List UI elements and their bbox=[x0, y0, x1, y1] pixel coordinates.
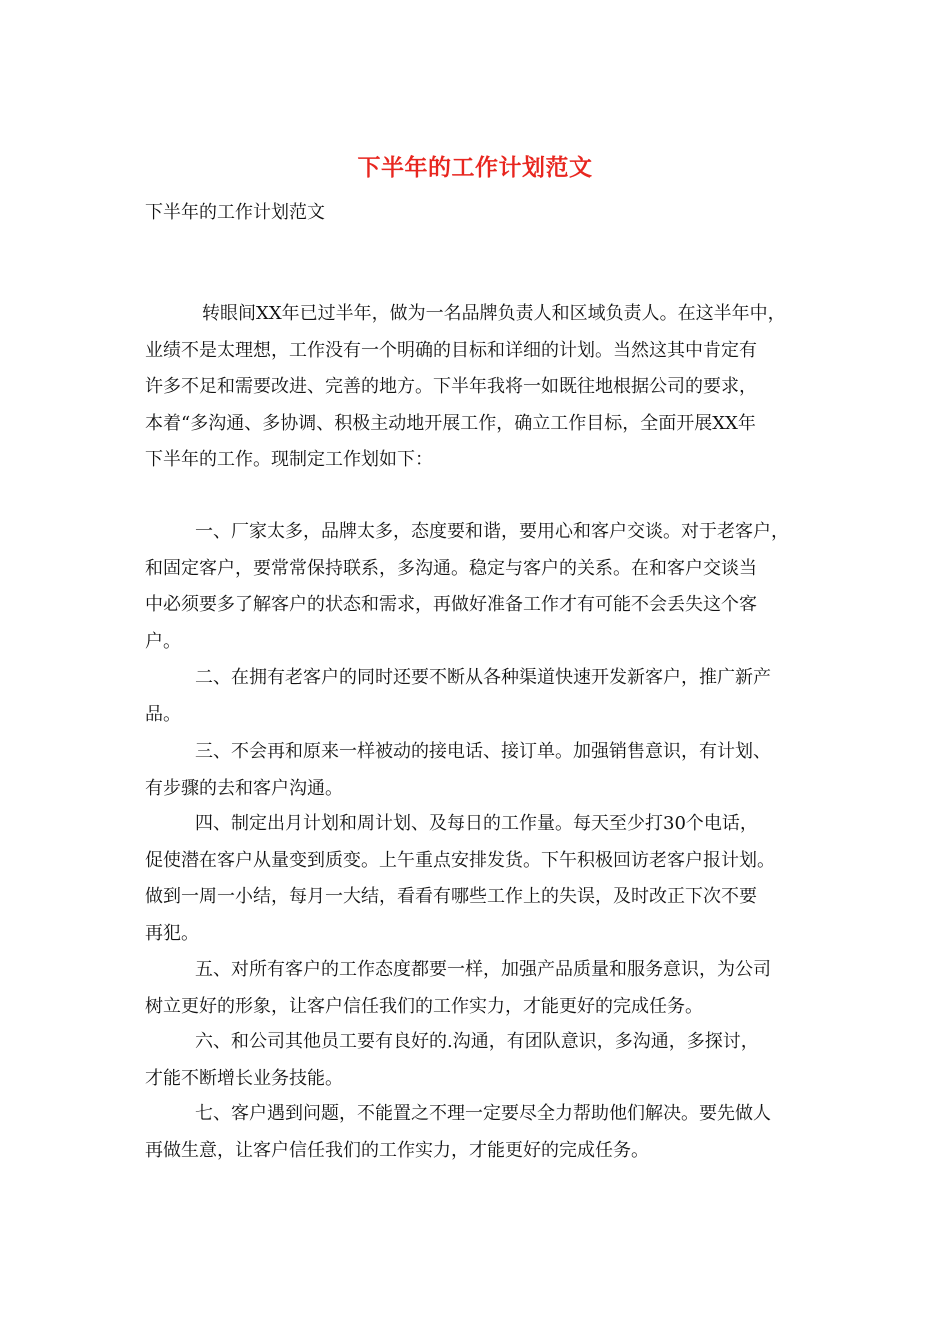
item-paragraph-7 bbox=[145, 1096, 815, 1169]
item-line: 中必须要多了解客户的状态和需求，再做好准备工作才有可能不会丢失这个客 bbox=[145, 594, 757, 615]
document-title: 下半年的工作计划范文 bbox=[357, 154, 593, 181]
item-paragraph-1 bbox=[145, 514, 815, 660]
item-paragraph-4 bbox=[145, 806, 815, 952]
item-paragraph-6 bbox=[145, 1024, 815, 1097]
item-line: 七、客户遇到问题，不能置之不理一定要尽全力帮助他们解决。要先做人 bbox=[195, 1103, 771, 1124]
item-line: 户。 bbox=[145, 630, 181, 652]
item-paragraph-3 bbox=[145, 734, 815, 807]
item-line: 四、制定出月计划和周计划、及每日的工作量。每天至少打30个电话， bbox=[195, 813, 758, 834]
item-line: 才能不断增长业务技能。 bbox=[145, 1067, 343, 1089]
item-line: 有步骤的去和客户沟通。 bbox=[145, 777, 343, 799]
item-line: 促使潜在客户从量变到质变。上午重点安排发货。下午积极回访老客户报计划。 bbox=[145, 849, 775, 871]
item-paragraph-5 bbox=[145, 952, 815, 1025]
item-line: 六、和公司其他员工要有良好的.沟通，有团队意识，多沟通，多探讨， bbox=[195, 1031, 759, 1052]
item-line: 五、对所有客户的工作态度都要一样，加强产品质量和服务意识，为公司 bbox=[195, 959, 771, 980]
item-line: 再做生意，让客户信任我们的工作实力，才能更好的完成任务。 bbox=[145, 1139, 649, 1161]
document-subtitle: 下半年的工作计划范文 bbox=[145, 202, 325, 223]
intro-line: 本着“多沟通、多协调、积极主动地开展工作，确立工作目标，全面开展XX年 bbox=[145, 412, 756, 434]
item-line: 二、在拥有老客户的同时还要不断从各种渠道快速开发新客户，推广新产 bbox=[195, 667, 771, 688]
item-line: 做到一周一小结，每月一大结，看看有哪些工作上的失误，及时改正下次不要 bbox=[145, 886, 757, 907]
intro-paragraph bbox=[145, 296, 815, 479]
item-line: 品。 bbox=[145, 703, 181, 725]
item-line: 再犯。 bbox=[145, 922, 199, 944]
intro-line: 转眼间XX年已过半年，做为一名品牌负责人和区域负责人。在这半年中， bbox=[202, 303, 786, 324]
intro-line: 下半年的工作。现制定工作划如下： bbox=[145, 449, 433, 470]
item-line: 一、厂家太多，品牌太多，态度要和谐，要用心和客户交谈。对于老客户， bbox=[195, 521, 789, 542]
item-line: 和固定客户，要常常保持联系，多沟通。稳定与客户的关系。在和客户交谈当 bbox=[145, 557, 757, 579]
item-line: 三、不会再和原来一样被动的接电话、接订单。加强销售意识，有计划、 bbox=[195, 741, 771, 762]
intro-line: 许多不足和需要改进、完善的地方。下半年我将一如既往地根据公司的要求， bbox=[145, 376, 757, 397]
item-paragraph-2 bbox=[145, 660, 815, 733]
intro-line: 业绩不是太理想，工作没有一个明确的目标和详细的计划。当然这其中肯定有 bbox=[145, 339, 757, 361]
item-line: 树立更好的形象，让客户信任我们的工作实力，才能更好的完成任务。 bbox=[145, 995, 703, 1017]
